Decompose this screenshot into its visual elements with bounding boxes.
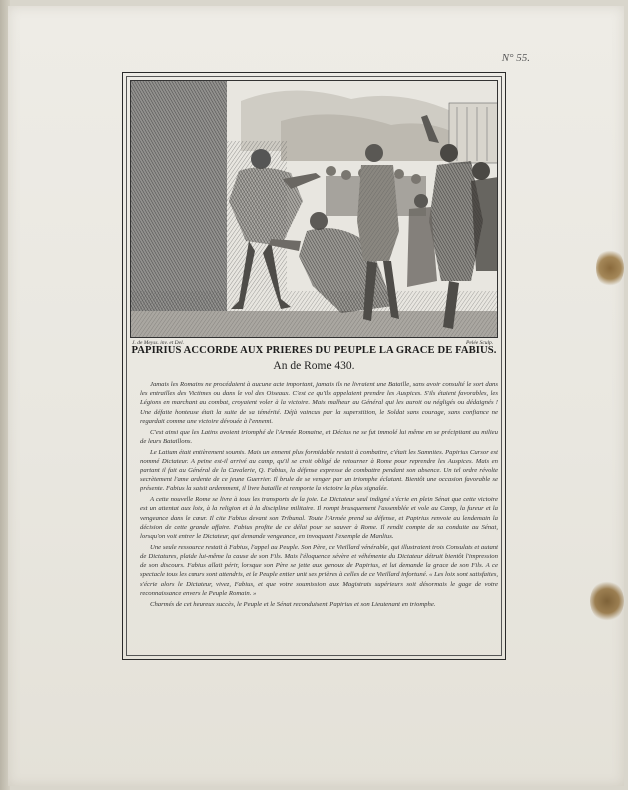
foxing-stain xyxy=(590,580,624,622)
foxing-stain xyxy=(596,248,624,288)
engraving-credit-engraver: Pelée Sculp. xyxy=(466,340,494,346)
engraving-credit-designer: J. de Meyss. inv. et Del. xyxy=(132,340,184,346)
plate-number: N° 55. xyxy=(501,52,530,64)
body-paragraph: Jamais les Romains ne procédaient à aucune acte important, jamais ils ne livraient une Bataille, sans avoir consulté le sort dans les entrailles des Victimes ou dans le vol des Oiseaux. C'est ce qu'ils appelaient prendre les Auspices. S'ils étaient favorables, les Légions en marchant au combat, croyaient voler à la victoire. Mais malheur au Général qui les auroit ou négligés ou dédaignés ! Une défaite honteuse était la suite de sa témérité. Déjà vaincus par la superstition, le Soldat sans courage, sans confiance ne regardait comme une victoire dévouée à l'ennemi. xyxy=(140,381,498,425)
body-paragraph: Le Latium était entièrement soumis. Mais un ennemi plus formidable restait à combattre, c'était les Samnites. Papirius Cursor est nommé Dictateur. A peine est-il arrivé au camp, qu'il se croit obligé de retourner à Rome pour reprendre les Auspices. Mais en partant il fait au Général de la Cavalerie, Q. Fabius, la défense expresse de combattre pendant son absence. Un tel ordre révolte secrètement l'ame ardente de ce jeune Guerrier. Il brule de se venger par un triomphe éclatant. Bientôt une occasion favorable se présente. Fabius la saisit ardemment, il livre bataille et remporte la victoire la plus signalée. xyxy=(140,448,498,493)
engraving-illustration xyxy=(130,80,498,338)
plate-body-text xyxy=(140,380,498,652)
body-paragraph: A cette nouvelle Rome se livre à tous les transports de la joie. Le Dictateur seul indigné s'écrie en plein Sénat que cette victoire est un attentat aux loix, à la religion et à la discipline militaire. Il rompt brusquement l'assemblée et vole au Camp, la fureur et la vengeance dans le cœur. Il cite Fabius devant son Tribunal. Toute l'Armée prend sa défense, et Papirius renvoie au lendemain la décision de cette grande affaire. Fabius profite de ce délai pour se sauver à Rome. Il rendit compte de sa conduite au Sénat, lorsqu'on voit entrer le Dictateur, qui demande vengeance, en invoquant l'exemple de Manlius. xyxy=(140,496,498,541)
body-paragraph: C'est ainsi que les Latins avoient triomphé de l'Armée Romaine, et Décius ne se fut immolé lui même en se précipitant au milieu de leurs Bataillons. xyxy=(140,428,498,445)
body-paragraph: Charmés de cet heureux succès, le Peuple et le Sénat reconduisent Papirius et son Lieutenant en triomphe. xyxy=(150,600,436,608)
plate-title: PAPIRIUS ACCORDE AUX PRIERES DU PEUPLE LA GRACE DE FABIUS. xyxy=(131,345,497,356)
plate-subtitle: An de Rome 430. xyxy=(273,360,355,372)
body-paragraph: Une seule ressource restait à Fabius, l'appel au Peuple. Son Père, ce Vieillard vénérable, qui illustraient trois Consulats et autant de Dictatures, plaide lui-même la cause de son Fils. Mais l'éloquence sévère et véhémente du Dictateur détruit bientôt l'impression de son discours. Fabius allait périr, lorsque son Père se jette aux genoux de Papirius, et lui demande la grace de son Fils. A ce spectacle tous les cœurs sont attendris, et le Peuple entier unit ses prières à celles de ce Vieillard infortuné. « Les loix sont satisfaites, s'écrie alors le Dictateur, vivez, Fabius, et que votre soumission aux Magistrats supérieurs soit désormais le gage de votre reconnaissance envers le Peuple Romain. » xyxy=(140,543,498,597)
